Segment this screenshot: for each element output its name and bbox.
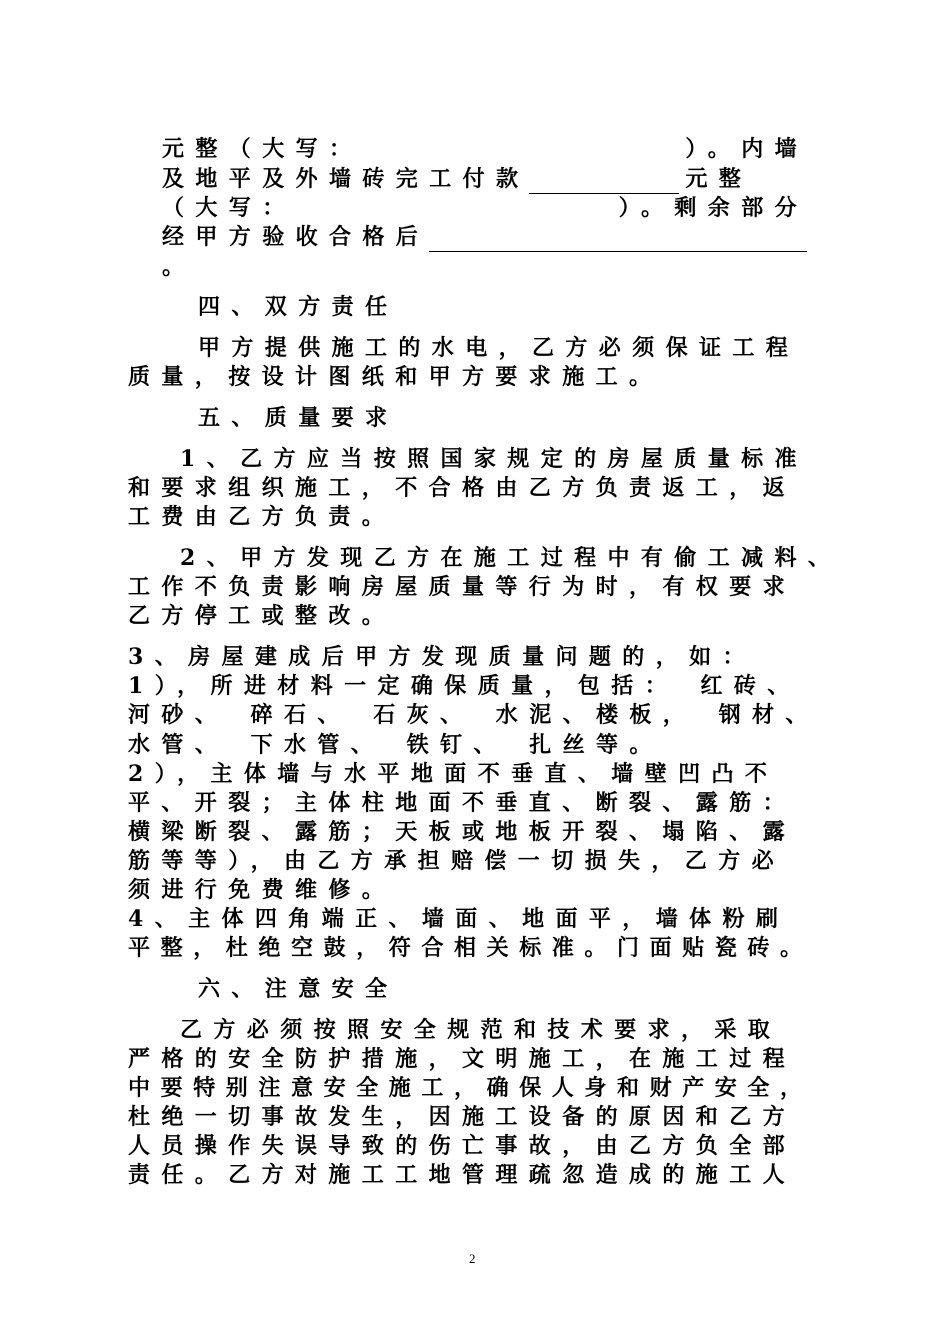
text-line: （大写： ）。剩余部分 — [162, 195, 809, 221]
section-heading: 五、质量要求 — [198, 405, 399, 431]
text-line: 严格的安全防护措施，文明施工，在施工过程 — [128, 1046, 797, 1072]
text-segment: 元整 — [685, 166, 753, 192]
text-line — [162, 164, 752, 194]
text-line: 元整（大写： ）。内墙 — [162, 136, 809, 162]
text-line: 1、乙方应当按照国家规定的房屋质量标准 — [180, 446, 808, 472]
text-line: 水管、 下水管、 铁钉、 扎丝等。 — [128, 732, 663, 758]
page-number: 2 — [469, 1251, 476, 1266]
text-line: 和要求组织施工，不合格由乙方负责返工，返 — [128, 475, 797, 501]
text-segment: 及地平及外墙砖完工付款 — [162, 166, 530, 192]
text-line: 须进行免费维修。 — [128, 877, 396, 903]
text-line: 工作不负责影响房屋质量等行为时，有权要求 — [128, 574, 797, 600]
text-line: 质量，按设计图纸和甲方要求施工。 — [128, 364, 663, 390]
section-heading: 四、双方责任 — [198, 294, 399, 320]
text-line — [162, 222, 813, 252]
text-line: 杜绝一切事故发生，因施工设备的原因和乙方 — [128, 1104, 797, 1130]
fill-in-blank — [429, 229, 807, 252]
text-line: 乙方停工或整改。 — [128, 603, 396, 629]
text-segment: 经甲方验收合格后 — [162, 224, 430, 250]
text-line: 2、甲方发现乙方在施工过程中有偷工减料、 — [180, 545, 842, 571]
text-line: 甲方提供施工的水电，乙方必须保证工程 — [198, 335, 800, 361]
text-line: 河砂、 碎石、 石灰、 水泥、楼板， 钢材、 — [128, 702, 819, 728]
text-line: 1），所进材料一定确保质量，包括： 红砖、 — [128, 673, 801, 699]
text-line: 4、主体四角端正、墙面、地面平，墙体粉刷 — [128, 906, 790, 932]
text-line: 横梁断裂、露筋；天板或地板开裂、塌陷、露 — [128, 819, 797, 845]
text-line: 2），主体墙与水平地面不垂直、墙壁凹凸不 — [128, 761, 779, 787]
text-line: 人员操作失误导致的伤亡事故，由乙方负全部 — [128, 1133, 797, 1159]
fill-in-blank — [529, 171, 679, 194]
text-line: 工费由乙方负责。 — [128, 504, 396, 530]
text-line: 平、开裂；主体柱地面不垂直、断裂、露筋： — [128, 790, 797, 816]
text-line: 3、房屋建成后甲方发现质量问题的，如： — [128, 644, 756, 670]
text-line: 乙方必须按照安全规范和技术要求，采取 — [180, 1017, 782, 1043]
text-line: 中要特别注意安全施工，确保人身和财产安全， — [128, 1075, 813, 1101]
section-heading: 六、注意安全 — [198, 976, 399, 1002]
text-line: 平整，杜绝空鼓，符合相关标准。门面贴瓷砖。 — [128, 935, 813, 961]
text-line: 。 — [162, 254, 196, 280]
text-line: 筋等等），由乙方承担赔偿一切损失，乙方必 — [128, 848, 786, 874]
text-line: 责任。乙方对施工工地管理疏忽造成的施工人 — [128, 1162, 797, 1188]
